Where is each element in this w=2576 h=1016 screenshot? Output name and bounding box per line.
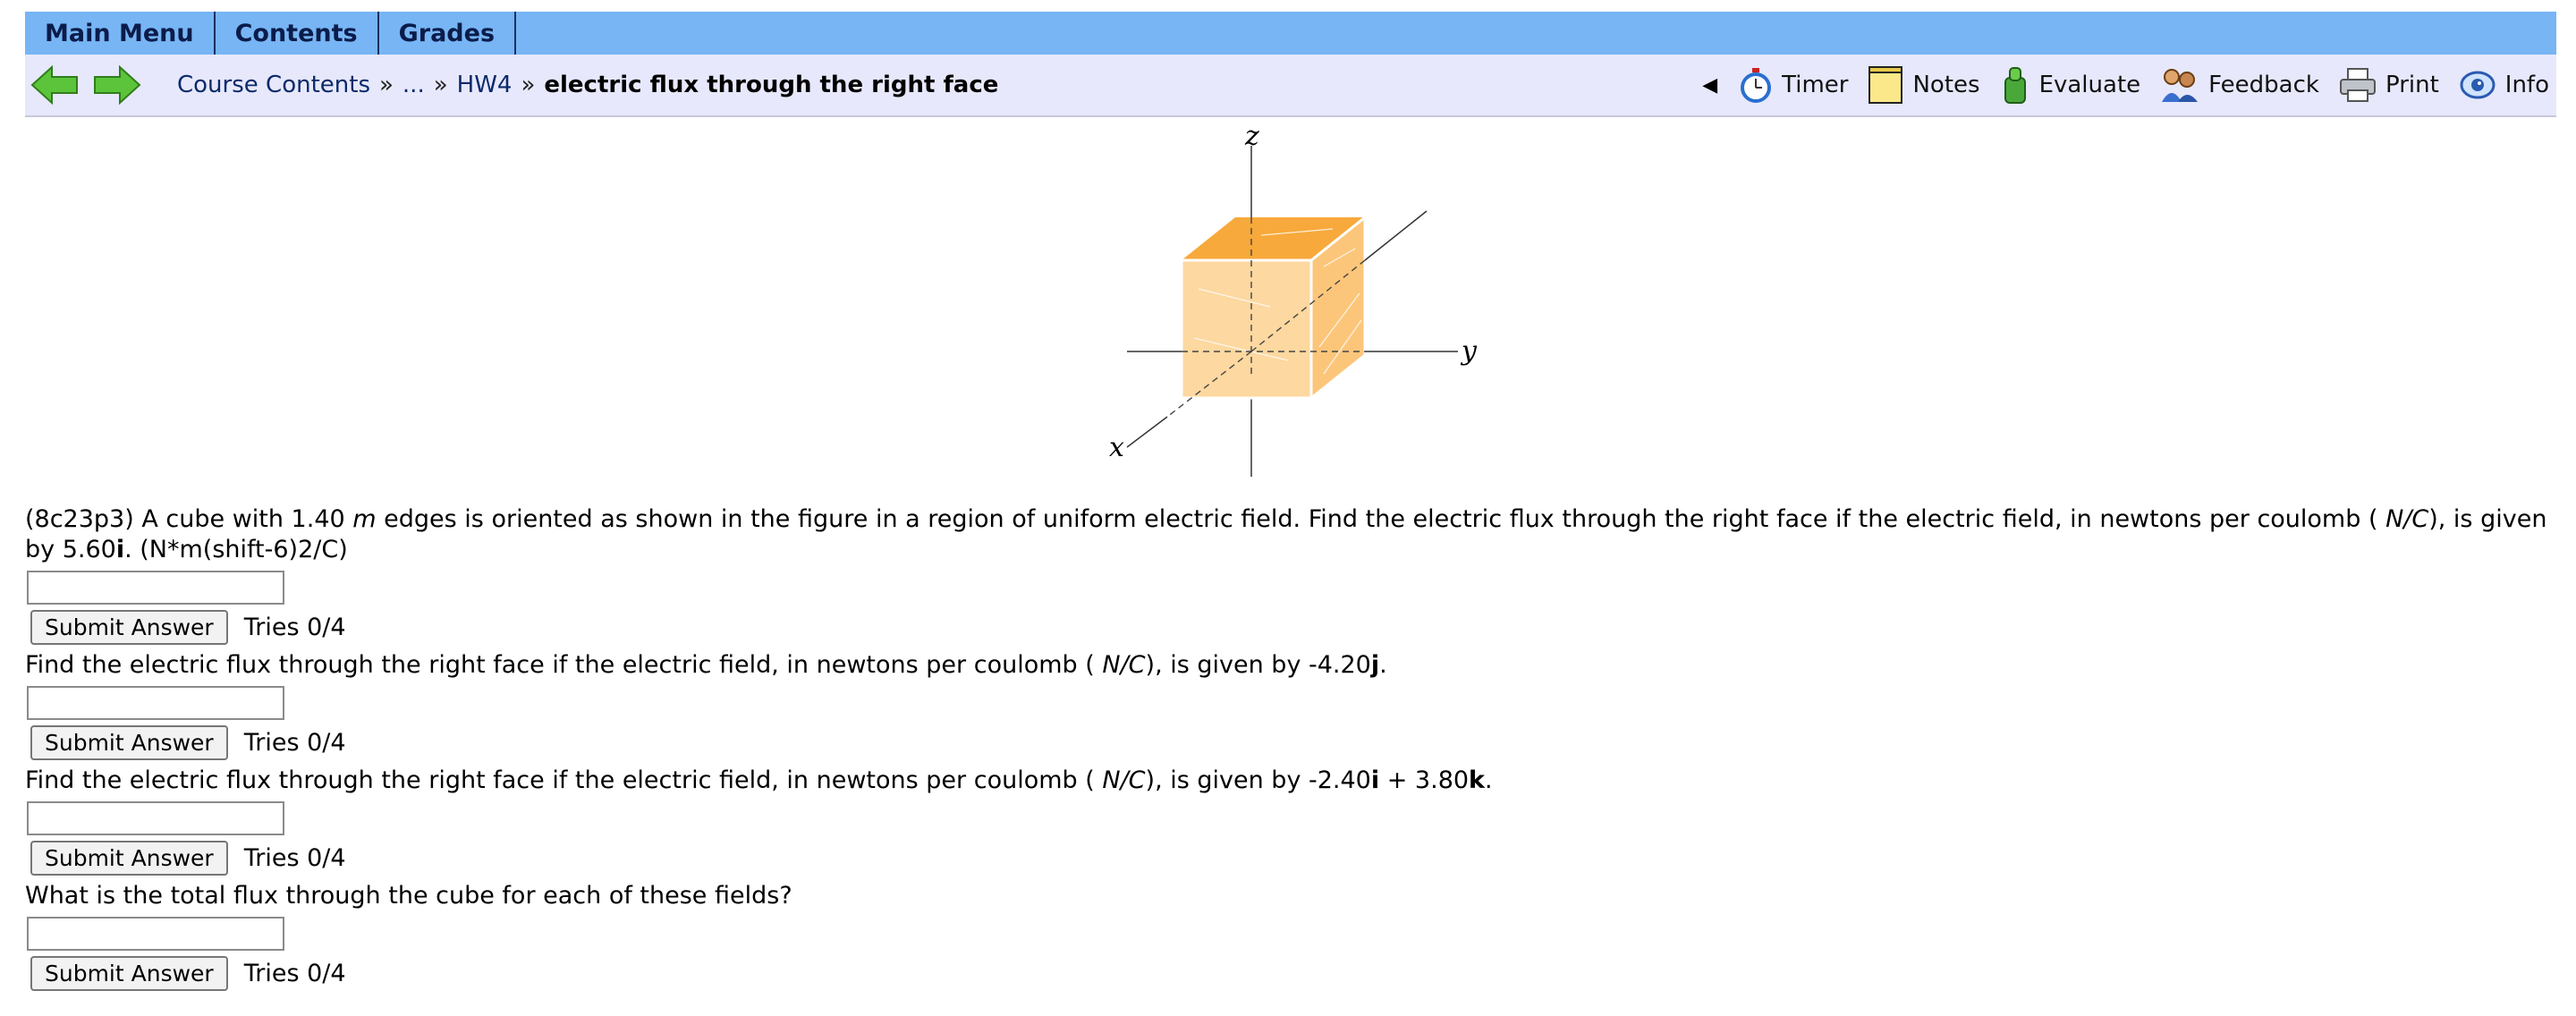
- main-menubar: [25, 12, 2556, 55]
- submit-answer-button-2[interactable]: Submit Answer: [30, 725, 228, 760]
- unit-vector-j: j: [1370, 651, 1380, 679]
- breadcrumb-separator: »: [379, 72, 394, 98]
- question-3: [25, 766, 2547, 796]
- submit-row-1: [30, 610, 2547, 645]
- tab-contents[interactable]: Contents: [216, 12, 379, 55]
- y-axis-label: y: [1462, 335, 1477, 367]
- question-text: Find the electric flux through the right face if the electric field, in newtons per coulomb (: [25, 651, 1103, 679]
- toolbar: [1702, 65, 2549, 105]
- problem-text: edges is oriented as shown in the figure in a region of uniform electric field. Find the electric flux through the right face if the electric field, in newtons per coulomb (: [376, 505, 2386, 533]
- print-button[interactable]: [2339, 67, 2439, 103]
- question-2: [25, 650, 2547, 681]
- stopwatch-icon: [1739, 67, 1773, 103]
- question-text: Find the electric flux through the right face if the electric field, in newtons per coulomb (: [25, 766, 1103, 794]
- breadcrumb-hw4[interactable]: HW4: [456, 72, 513, 98]
- submit-row-3: [30, 841, 2547, 876]
- tab-main-menu[interactable]: Main Menu: [25, 12, 216, 55]
- breadcrumb-course-contents[interactable]: Course Contents: [177, 72, 370, 98]
- breadcrumb-current-page: electric flux through the right face: [544, 72, 999, 98]
- breadcrumb-separator: »: [433, 72, 448, 98]
- submit-row-4: [30, 956, 2547, 991]
- collapse-toolbar-button[interactable]: ◀: [1702, 73, 1718, 97]
- forward-arrow-icon[interactable]: [91, 64, 143, 106]
- question-text: ), is given by -4.20: [1145, 651, 1371, 679]
- submit-answer-button-4[interactable]: Submit Answer: [30, 956, 228, 991]
- feedback-people-icon: [2160, 66, 2199, 104]
- cube-front-face: [1182, 260, 1311, 398]
- print-label: Print: [2385, 72, 2439, 98]
- question-text: + 3.80: [1379, 766, 1470, 794]
- evaluate-label: Evaluate: [2038, 72, 2141, 98]
- notes-label: Notes: [1912, 72, 1980, 98]
- answer-input-4[interactable]: [27, 917, 284, 951]
- x-axis-line: [1127, 417, 1167, 447]
- breadcrumb-separator: »: [521, 72, 536, 98]
- problem-unit-nc: N/C: [1102, 766, 1146, 794]
- problem-unit-m: m: [352, 505, 377, 533]
- question-4: What is the total flux through the cube for each of these fields?: [25, 882, 792, 910]
- info-button[interactable]: [2459, 67, 2549, 103]
- answer-input-2[interactable]: [27, 686, 284, 720]
- breadcrumb-ellipsis[interactable]: ...: [402, 72, 425, 98]
- submit-answer-button-3[interactable]: Submit Answer: [30, 841, 228, 876]
- problem-text: . (N*m(shift-6)2/C): [124, 536, 348, 563]
- tries-counter-3: Tries 0/4: [243, 843, 346, 872]
- info-eye-icon: [2459, 67, 2496, 103]
- timer-button[interactable]: [1739, 67, 1848, 103]
- tries-counter-4: Tries 0/4: [243, 959, 346, 987]
- info-label: Info: [2504, 72, 2549, 98]
- evaluate-button[interactable]: [2000, 65, 2141, 105]
- problem-intro: [25, 504, 2547, 565]
- answer-input-3[interactable]: [27, 801, 284, 835]
- feedback-label: Feedback: [2208, 72, 2319, 98]
- question-text: ), is given by -2.40: [1145, 766, 1371, 794]
- navigation-bar: [25, 55, 2556, 117]
- breadcrumb: [177, 72, 998, 98]
- unit-vector-k: k: [1469, 766, 1486, 794]
- notepad-icon: [1868, 65, 1903, 105]
- z-axis-label: z: [1245, 123, 1259, 152]
- printer-icon: [2339, 67, 2377, 103]
- question-text: .: [1485, 766, 1493, 794]
- unit-vector-i: i: [1370, 766, 1380, 794]
- tab-grades[interactable]: Grades: [379, 12, 516, 55]
- tries-counter-2: Tries 0/4: [243, 728, 346, 757]
- problem-text: ), is given by 5.60: [25, 505, 2547, 563]
- unit-vector-i: i: [115, 536, 125, 563]
- feedback-button[interactable]: [2160, 66, 2319, 104]
- question-text: .: [1379, 651, 1387, 679]
- problem-unit-nc: N/C: [2385, 505, 2429, 533]
- answer-input-1[interactable]: [27, 571, 284, 605]
- submit-row-2: [30, 725, 2547, 760]
- tries-counter-1: Tries 0/4: [243, 613, 346, 641]
- problem-content: [25, 504, 2547, 996]
- problem-text: (8c23p3) A cube with 1.40: [25, 505, 353, 533]
- submit-answer-button-1[interactable]: Submit Answer: [30, 610, 228, 645]
- timer-label: Timer: [1782, 72, 1849, 98]
- back-arrow-icon[interactable]: [29, 64, 80, 106]
- cube-figure: [1109, 123, 1485, 481]
- notes-button[interactable]: [1868, 65, 1979, 105]
- problem-unit-nc: N/C: [1102, 651, 1146, 679]
- evaluate-thumb-icon: [2000, 65, 2030, 105]
- x-axis-label: x: [1109, 432, 1124, 463]
